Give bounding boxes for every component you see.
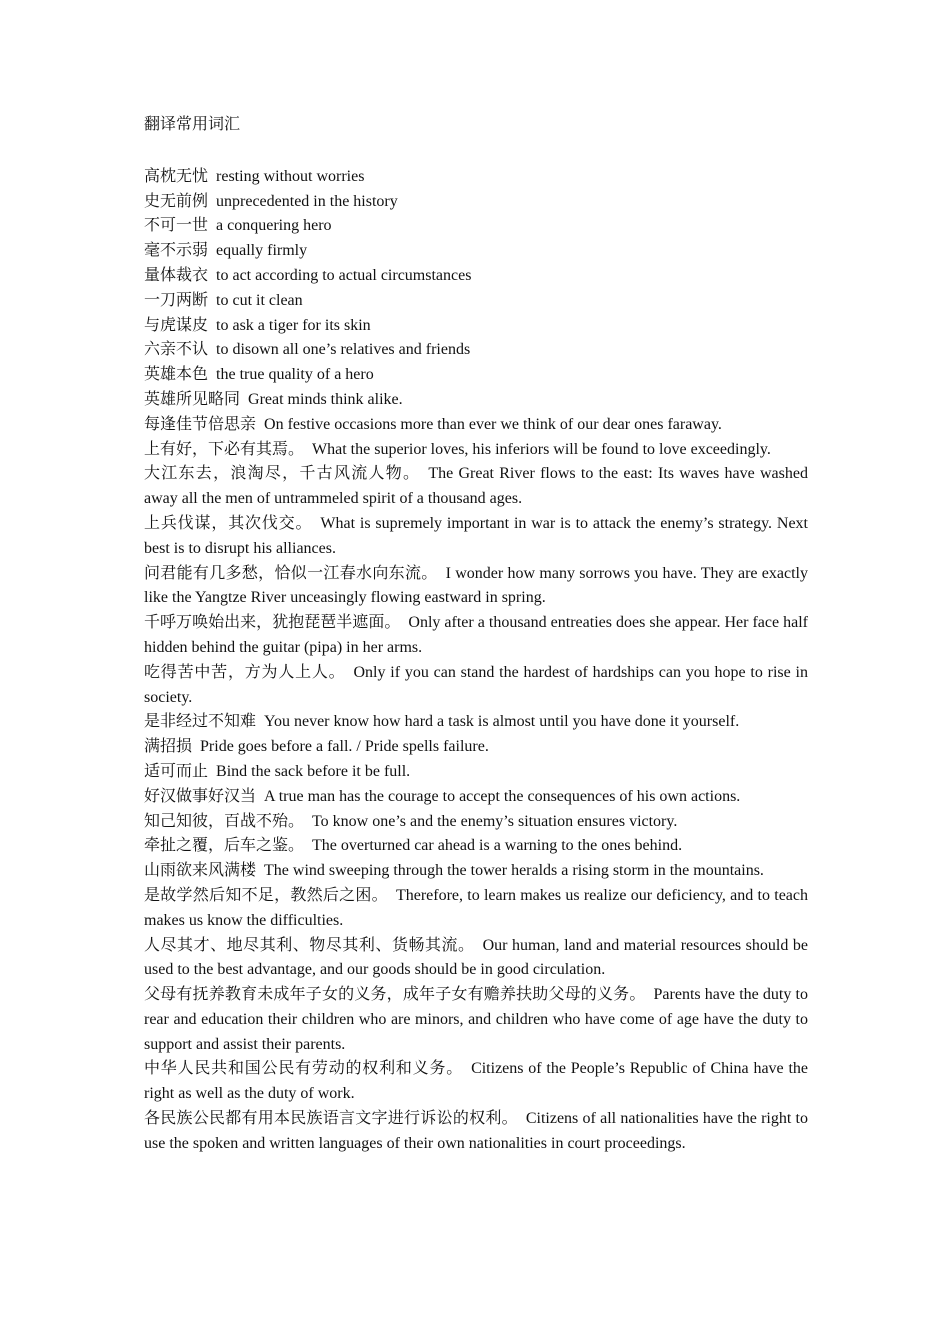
english-translation: Bind the sack before it be full. bbox=[216, 762, 411, 780]
english-translation: The wind sweeping through the tower heralds a rising storm in the mountains. bbox=[264, 862, 764, 880]
english-translation: The Great River flows to the east: Its waves have washed away all the men of untrammeled spirit of a thousand ages. bbox=[144, 465, 808, 508]
vocabulary-entry bbox=[144, 512, 808, 562]
english-translation: to cut it clean bbox=[216, 291, 303, 309]
english-translation: To know one’s and the enemy’s situation ensures victory. bbox=[312, 812, 678, 830]
chinese-phrase: 问君能有几多愁，恰似一江春水向东流。 bbox=[144, 564, 438, 582]
vocabulary-entry bbox=[144, 462, 808, 512]
chinese-phrase: 是故学然后知不足，教然后之困。 bbox=[144, 886, 388, 904]
english-translation: a conquering hero bbox=[216, 217, 332, 235]
english-translation: The overturned car ahead is a warning to the ones behind. bbox=[312, 837, 683, 855]
chinese-phrase: 是非经过不知难 bbox=[144, 713, 257, 731]
chinese-phrase: 史无前例 bbox=[144, 192, 209, 210]
chinese-phrase: 满招损 bbox=[144, 738, 193, 756]
vocabulary-entry bbox=[144, 1107, 808, 1157]
english-translation: Therefore, to learn makes us realize our deficiency, and to teach makes us know the difficulties. bbox=[144, 886, 809, 929]
vocabulary-entry bbox=[144, 289, 808, 314]
chinese-phrase: 英雄本色 bbox=[144, 366, 209, 384]
english-translation: I wonder how many sorrows you have. They are exactly like the Yangtze River unceasingly flowing eastward in spring. bbox=[144, 564, 809, 607]
vocabulary-entry bbox=[144, 388, 808, 413]
english-translation: A true man has the courage to accept the consequences of his own actions. bbox=[264, 787, 741, 805]
english-translation: Only after a thousand entreaties does she appear. Her face half hidden behind the guitar (pipa) in her arms. bbox=[144, 614, 808, 656]
english-translation: Pride goes before a fall. / Pride spells failure. bbox=[200, 738, 489, 756]
vocabulary-entry bbox=[144, 338, 808, 363]
english-translation: unprecedented in the history bbox=[216, 192, 398, 210]
english-translation: to ask a tiger for its skin bbox=[216, 316, 371, 334]
english-translation: equally firmly bbox=[216, 242, 308, 260]
chinese-phrase: 千呼万唤始出来，犹抱琵琶半遮面。 bbox=[144, 614, 401, 632]
chinese-phrase: 人尽其才、地尽其利、物尽其利、货畅其流。 bbox=[144, 936, 475, 954]
vocabulary-entry bbox=[144, 611, 808, 661]
english-translation: Citizens of the People’s Republic of China have the right as well as the duty of work. bbox=[144, 1060, 808, 1103]
vocabulary-entry bbox=[144, 190, 808, 215]
chinese-phrase: 一刀两断 bbox=[144, 291, 209, 309]
chinese-phrase: 父母有抚养教育未成年子女的义务，成年子女有赡养扶助父母的义务。 bbox=[144, 986, 646, 1004]
vocabulary-entry bbox=[144, 934, 808, 984]
chinese-phrase: 毫不示弱 bbox=[144, 242, 209, 260]
vocabulary-entry bbox=[144, 834, 808, 859]
vocabulary-entry bbox=[144, 214, 808, 239]
vocabulary-entry bbox=[144, 661, 808, 711]
chinese-phrase: 英雄所见略同 bbox=[144, 390, 241, 408]
english-translation: Citizens of all nationalities have the right to use the spoken and written languages of their own nationalities in court proceedings. bbox=[144, 1110, 808, 1152]
vocabulary-entry bbox=[144, 1057, 808, 1107]
english-translation: Parents have the duty to rear and education their children who are minors, and children who have come of age have the duty to support and assist their parents. bbox=[144, 986, 808, 1053]
vocabulary-entry bbox=[144, 413, 808, 438]
chinese-phrase: 量体裁衣 bbox=[144, 266, 209, 284]
chinese-phrase: 不可一世 bbox=[144, 217, 209, 235]
chinese-phrase: 知己知彼，百战不殆。 bbox=[144, 812, 305, 830]
document-page bbox=[144, 113, 808, 1157]
english-translation: What the superior loves, his inferiors will be found to love exceedingly. bbox=[312, 440, 771, 458]
english-translation: Great minds think alike. bbox=[248, 390, 403, 408]
vocabulary-entry bbox=[144, 363, 808, 388]
chinese-phrase: 每逢佳节倍思亲 bbox=[144, 415, 257, 433]
chinese-phrase: 适可而止 bbox=[144, 762, 209, 780]
chinese-phrase: 与虎谋皮 bbox=[144, 316, 209, 334]
chinese-phrase: 高枕无忧 bbox=[144, 167, 209, 185]
vocabulary-entry bbox=[144, 810, 808, 835]
english-translation: On festive occasions more than ever we think of our dear ones faraway. bbox=[264, 415, 722, 433]
english-translation: Only if you can stand the hardest of hardships can you hope to rise in society. bbox=[144, 663, 808, 706]
chinese-phrase: 好汉做事好汉当 bbox=[144, 787, 257, 805]
english-translation: resting without worries bbox=[216, 167, 365, 185]
english-translation: to act according to actual circumstances bbox=[216, 266, 472, 284]
chinese-phrase: 上有好，下必有其焉。 bbox=[144, 440, 305, 458]
vocabulary-entry bbox=[144, 983, 808, 1057]
chinese-phrase: 大江东去，浪淘尽，千古风流人物。 bbox=[144, 465, 421, 483]
vocabulary-entry bbox=[144, 785, 808, 810]
vocabulary-list bbox=[144, 165, 808, 1157]
vocabulary-entry bbox=[144, 264, 808, 289]
chinese-phrase: 牵扯之覆，后车之鉴。 bbox=[144, 837, 305, 855]
vocabulary-entry bbox=[144, 438, 808, 463]
vocabulary-entry bbox=[144, 314, 808, 339]
vocabulary-entry bbox=[144, 710, 808, 735]
english-translation: Our human, land and material resources should be used to the best advantage, and our goods should be in good circulation. bbox=[144, 936, 808, 979]
vocabulary-entry bbox=[144, 562, 808, 612]
document-title: 翻译常用词汇 bbox=[144, 116, 241, 133]
chinese-phrase: 山雨欲来风满楼 bbox=[144, 862, 257, 880]
chinese-phrase: 吃得苦中苦，方为人上人。 bbox=[144, 663, 346, 681]
vocabulary-entry bbox=[144, 859, 808, 884]
vocabulary-entry bbox=[144, 165, 808, 190]
chinese-phrase: 中华人民共和国公民有劳动的权利和义务。 bbox=[144, 1060, 464, 1078]
vocabulary-entry bbox=[144, 735, 808, 760]
vocabulary-entry bbox=[144, 760, 808, 785]
english-translation: What is supremely important in war is to attack the enemy’s strategy. Next best is to disrupt his alliances. bbox=[144, 514, 808, 557]
vocabulary-entry bbox=[144, 239, 808, 264]
chinese-phrase: 上兵伐谋，其次伐交。 bbox=[144, 514, 313, 532]
chinese-phrase: 六亲不认 bbox=[144, 341, 209, 359]
english-translation: the true quality of a hero bbox=[216, 366, 374, 384]
english-translation: You never know how hard a task is almost until you have done it yourself. bbox=[264, 713, 740, 731]
vocabulary-entry bbox=[144, 884, 808, 934]
english-translation: to disown all one’s relatives and friends bbox=[216, 341, 471, 359]
chinese-phrase: 各民族公民都有用本民族语言文字进行诉讼的权利。 bbox=[144, 1110, 518, 1128]
